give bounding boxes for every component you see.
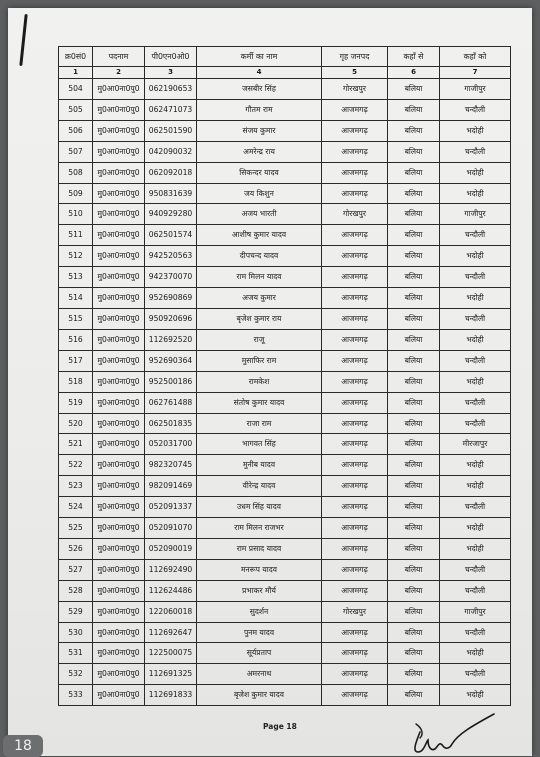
cell-pno: 112691325 (145, 664, 197, 685)
cell-pno: 940929280 (145, 204, 197, 225)
cell-to: भदोही (440, 162, 511, 183)
table-row (59, 79, 511, 100)
cell-from: बलिया (388, 99, 440, 120)
cell-pno: 942520563 (145, 246, 197, 267)
cell-name: वीरेन्द्र यादव (197, 476, 322, 497)
cell-serial: 533 (59, 685, 93, 706)
cell-from: बलिया (388, 622, 440, 643)
cell-serial: 511 (59, 225, 93, 246)
table-row (59, 559, 511, 580)
cell-to: भदोही (440, 329, 511, 350)
table-row (59, 685, 511, 706)
cell-from: बलिया (388, 392, 440, 413)
cell-from: बलिया (388, 664, 440, 685)
table-row (59, 329, 511, 350)
table-row (59, 120, 511, 141)
cell-designation: मु0आ0ना0पु0 (93, 518, 145, 539)
cell-pno: 052090019 (145, 538, 197, 559)
table-row (59, 225, 511, 246)
cell-serial: 527 (59, 559, 93, 580)
cell-serial: 512 (59, 246, 93, 267)
cell-home-district: आजमगढ़ (322, 643, 388, 664)
cell-home-district: आजमगढ़ (322, 225, 388, 246)
cell-pno: 982091469 (145, 476, 197, 497)
header-from: कहाँ से (388, 47, 440, 67)
cell-serial: 528 (59, 580, 93, 601)
cell-name: राजा राम (197, 413, 322, 434)
cell-home-district: आजमगढ़ (322, 162, 388, 183)
cell-pno: 052091337 (145, 497, 197, 518)
cell-from: बलिया (388, 518, 440, 539)
cell-name: राम मिलन यादव (197, 267, 322, 288)
cell-home-district: आजमगढ़ (322, 183, 388, 204)
table-row (59, 497, 511, 518)
cell-pno: 122060018 (145, 601, 197, 622)
table-row (59, 183, 511, 204)
cell-serial: 506 (59, 120, 93, 141)
page-number-footer: Page 18 (263, 722, 297, 731)
cell-to: चन्दौली (440, 350, 511, 371)
cell-home-district: आजमगढ़ (322, 246, 388, 267)
header-designation: पदनाम (93, 47, 145, 67)
cell-designation: मु0आ0ना0पु0 (93, 643, 145, 664)
table-row (59, 392, 511, 413)
cell-home-district: आजमगढ़ (322, 580, 388, 601)
cell-designation: मु0आ0ना0पु0 (93, 267, 145, 288)
column-number: 2 (93, 67, 145, 79)
cell-from: बलिया (388, 350, 440, 371)
cell-pno: 062761488 (145, 392, 197, 413)
cell-serial: 520 (59, 413, 93, 434)
cell-name: राम प्रसाद यादव (197, 538, 322, 559)
cell-home-district: आजमगढ़ (322, 288, 388, 309)
table-row (59, 99, 511, 120)
cell-from: बलिया (388, 371, 440, 392)
cell-name: बृजेश कुमार यादव (197, 685, 322, 706)
table-row (59, 580, 511, 601)
cell-pno: 062471073 (145, 99, 197, 120)
cell-to: भदोही (440, 643, 511, 664)
cell-home-district: गोरखपुर (322, 79, 388, 100)
cell-to: चन्दौली (440, 225, 511, 246)
cell-serial: 509 (59, 183, 93, 204)
cell-from: बलिया (388, 413, 440, 434)
cell-from: बलिया (388, 246, 440, 267)
cell-from: बलिया (388, 204, 440, 225)
cell-serial: 526 (59, 538, 93, 559)
cell-designation: मु0आ0ना0पु0 (93, 183, 145, 204)
cell-from: बलिया (388, 267, 440, 288)
table-row (59, 643, 511, 664)
cell-to: भदोही (440, 246, 511, 267)
cell-to: भदोही (440, 288, 511, 309)
table-row (59, 518, 511, 539)
table-row (59, 476, 511, 497)
cell-from: बलिया (388, 120, 440, 141)
cell-from: बलिया (388, 288, 440, 309)
cell-name: सुदर्शन (197, 601, 322, 622)
cell-to: चन्दौली (440, 267, 511, 288)
cell-home-district: आजमगढ़ (322, 455, 388, 476)
table-row (59, 162, 511, 183)
table-row (59, 538, 511, 559)
cell-designation: मु0आ0ना0पु0 (93, 476, 145, 497)
cell-name: आशीष कुमार यादव (197, 225, 322, 246)
cell-designation: मु0आ0ना0पु0 (93, 538, 145, 559)
cell-designation: मु0आ0ना0पु0 (93, 559, 145, 580)
table-row (59, 308, 511, 329)
cell-from: बलिया (388, 476, 440, 497)
cell-name: रामकेश (197, 371, 322, 392)
cell-from: बलिया (388, 685, 440, 706)
cell-designation: मु0आ0ना0पु0 (93, 601, 145, 622)
header-pno: पी0एन0ओ0 (145, 47, 197, 67)
cell-home-district: आजमगढ़ (322, 559, 388, 580)
cell-serial: 513 (59, 267, 93, 288)
cell-name: अजय भारती (197, 204, 322, 225)
cell-name: अजय कुमार (197, 288, 322, 309)
cell-from: बलिया (388, 308, 440, 329)
cell-pno: 112692647 (145, 622, 197, 643)
cell-home-district: आजमगढ़ (322, 622, 388, 643)
header-to: कहाँ को (440, 47, 511, 67)
column-number: 7 (440, 67, 511, 79)
cell-pno: 062501574 (145, 225, 197, 246)
cell-home-district: गोरखपुर (322, 204, 388, 225)
cell-name: अमरनाथ (197, 664, 322, 685)
cell-home-district: आजमगढ़ (322, 141, 388, 162)
cell-designation: मु0आ0ना0पु0 (93, 455, 145, 476)
cell-designation: मु0आ0ना0पु0 (93, 497, 145, 518)
cell-designation: मु0आ0ना0पु0 (93, 622, 145, 643)
cell-serial: 517 (59, 350, 93, 371)
cell-to: चन्दौली (440, 622, 511, 643)
cell-home-district: आजमगढ़ (322, 476, 388, 497)
cell-serial: 505 (59, 99, 93, 120)
cell-pno: 052091070 (145, 518, 197, 539)
cell-serial: 521 (59, 434, 93, 455)
cell-pno: 112692490 (145, 559, 197, 580)
cell-from: बलिया (388, 329, 440, 350)
cell-designation: मु0आ0ना0पु0 (93, 392, 145, 413)
cell-serial: 516 (59, 329, 93, 350)
cell-name: मुनीब यादव (197, 455, 322, 476)
header-name: कर्मी का नाम (197, 47, 322, 67)
table-row (59, 288, 511, 309)
cell-pno: 122500075 (145, 643, 197, 664)
cell-pno: 042090032 (145, 141, 197, 162)
table-row (59, 141, 511, 162)
cell-to: चन्दौली (440, 141, 511, 162)
cell-from: बलिया (388, 538, 440, 559)
cell-designation: मु0आ0ना0पु0 (93, 308, 145, 329)
cell-home-district: आजमगढ़ (322, 350, 388, 371)
table-row (59, 413, 511, 434)
cell-pno: 052031700 (145, 434, 197, 455)
cell-name: प्रभाकर मौर्य (197, 580, 322, 601)
cell-to: चन्दौली (440, 559, 511, 580)
cell-designation: मु0आ0ना0पु0 (93, 120, 145, 141)
cell-from: बलिया (388, 162, 440, 183)
cell-serial: 522 (59, 455, 93, 476)
cell-from: बलिया (388, 601, 440, 622)
cell-name: पुनम यादव (197, 622, 322, 643)
cell-pno: 062092018 (145, 162, 197, 183)
table-row (59, 664, 511, 685)
cell-to: चन्दौली (440, 99, 511, 120)
cell-home-district: आजमगढ़ (322, 371, 388, 392)
cell-to: मीरजापुर (440, 434, 511, 455)
column-number: 4 (197, 67, 322, 79)
cell-home-district: आजमगढ़ (322, 120, 388, 141)
cell-name: भागवत सिंह (197, 434, 322, 455)
cell-to: भदोही (440, 685, 511, 706)
header-serial: क्र0सं0 (59, 47, 93, 67)
cell-home-district: आजमगढ़ (322, 329, 388, 350)
cell-home-district: आजमगढ़ (322, 99, 388, 120)
cell-home-district: आजमगढ़ (322, 267, 388, 288)
column-number: 1 (59, 67, 93, 79)
cell-designation: मु0आ0ना0पु0 (93, 434, 145, 455)
cell-serial: 531 (59, 643, 93, 664)
cell-serial: 507 (59, 141, 93, 162)
cell-home-district: आजमगढ़ (322, 413, 388, 434)
cell-home-district: आजमगढ़ (322, 392, 388, 413)
cell-pno: 952690869 (145, 288, 197, 309)
cell-pno: 942370070 (145, 267, 197, 288)
cell-name: मुसाफिर राम (197, 350, 322, 371)
cell-to: चन्दौली (440, 664, 511, 685)
cell-to: भदोही (440, 476, 511, 497)
cell-serial: 510 (59, 204, 93, 225)
cell-name: राजू (197, 329, 322, 350)
cell-designation: मु0आ0ना0पु0 (93, 288, 145, 309)
cell-to: गाजीपुर (440, 204, 511, 225)
page-indicator-badge: 18 (3, 735, 43, 757)
cell-designation: मु0आ0ना0पु0 (93, 664, 145, 685)
cell-home-district: आजमगढ़ (322, 434, 388, 455)
cell-home-district: आजमगढ़ (322, 308, 388, 329)
cell-to: भदोही (440, 455, 511, 476)
cell-to: चन्दौली (440, 413, 511, 434)
table-row (59, 434, 511, 455)
cell-designation: मु0आ0ना0पु0 (93, 413, 145, 434)
cell-pno: 112691833 (145, 685, 197, 706)
cell-pno: 062501590 (145, 120, 197, 141)
cell-designation: मु0आ0ना0पु0 (93, 329, 145, 350)
column-number: 5 (322, 67, 388, 79)
cell-to: चन्दौली (440, 497, 511, 518)
cell-serial: 508 (59, 162, 93, 183)
cell-name: मनरूप यादव (197, 559, 322, 580)
cell-name: राम मिलन राजभर (197, 518, 322, 539)
cell-designation: मु0आ0ना0पु0 (93, 371, 145, 392)
cell-to: भदोही (440, 120, 511, 141)
cell-designation: मु0आ0ना0पु0 (93, 141, 145, 162)
cell-pno: 062501835 (145, 413, 197, 434)
column-number: 6 (388, 67, 440, 79)
cell-serial: 525 (59, 518, 93, 539)
cell-serial: 515 (59, 308, 93, 329)
header-home-district: गृह जनपद (322, 47, 388, 67)
cell-designation: मु0आ0ना0पु0 (93, 79, 145, 100)
cell-designation: मु0आ0ना0पु0 (93, 99, 145, 120)
cell-name: अमरेन्द्र राय (197, 141, 322, 162)
cell-from: बलिया (388, 455, 440, 476)
signature-mark (406, 712, 498, 756)
cell-serial: 518 (59, 371, 93, 392)
cell-from: बलिया (388, 434, 440, 455)
cell-from: बलिया (388, 580, 440, 601)
cell-pno: 952500186 (145, 371, 197, 392)
pen-stroke-mark (19, 14, 27, 66)
cell-name: गौतम राम (197, 99, 322, 120)
cell-designation: मु0आ0ना0पु0 (93, 580, 145, 601)
table-row (59, 267, 511, 288)
cell-designation: मु0आ0ना0पु0 (93, 204, 145, 225)
cell-name: संजय कुमार (197, 120, 322, 141)
cell-from: बलिया (388, 643, 440, 664)
cell-to: गाजीपुर (440, 601, 511, 622)
cell-home-district: आजमगढ़ (322, 518, 388, 539)
cell-serial: 514 (59, 288, 93, 309)
cell-designation: मु0आ0ना0पु0 (93, 246, 145, 267)
cell-name: उधम सिंह यादव (197, 497, 322, 518)
cell-to: भदोही (440, 518, 511, 539)
document-page (8, 8, 532, 756)
cell-serial: 530 (59, 622, 93, 643)
cell-pno: 112624486 (145, 580, 197, 601)
cell-from: बलिया (388, 559, 440, 580)
cell-to: चन्दौली (440, 308, 511, 329)
cell-name: दीपचन्द यादव (197, 246, 322, 267)
cell-designation: मु0आ0ना0पु0 (93, 350, 145, 371)
cell-serial: 523 (59, 476, 93, 497)
cell-from: बलिया (388, 497, 440, 518)
table-row (59, 204, 511, 225)
cell-pno: 950831639 (145, 183, 197, 204)
cell-to: भदोही (440, 371, 511, 392)
cell-pno: 950920696 (145, 308, 197, 329)
cell-serial: 504 (59, 79, 93, 100)
cell-home-district: आजमगढ़ (322, 538, 388, 559)
cell-home-district: आजमगढ़ (322, 685, 388, 706)
cell-home-district: गोरखपुर (322, 601, 388, 622)
cell-name: जसबीर सिंह (197, 79, 322, 100)
cell-pno: 952690364 (145, 350, 197, 371)
table-row (59, 622, 511, 643)
cell-name: सूर्यप्रताप (197, 643, 322, 664)
cell-from: बलिया (388, 183, 440, 204)
cell-serial: 519 (59, 392, 93, 413)
table-row (59, 455, 511, 476)
table-row (59, 601, 511, 622)
column-number: 3 (145, 67, 197, 79)
table-header-row (59, 47, 511, 67)
column-number-row (59, 67, 511, 79)
cell-pno: 982320745 (145, 455, 197, 476)
cell-from: बलिया (388, 225, 440, 246)
cell-designation: मु0आ0ना0पु0 (93, 685, 145, 706)
cell-to: गाजीपुर (440, 79, 511, 100)
cell-to: भदोही (440, 538, 511, 559)
cell-to: भदोही (440, 183, 511, 204)
cell-name: सिकन्दर यादव (197, 162, 322, 183)
cell-pno: 062190653 (145, 79, 197, 100)
transfer-table (58, 46, 511, 706)
cell-name: जय किशुन (197, 183, 322, 204)
table-row (59, 371, 511, 392)
cell-to: चन्दौली (440, 392, 511, 413)
cell-to: चन्दौली (440, 580, 511, 601)
cell-home-district: आजमगढ़ (322, 664, 388, 685)
cell-name: संतोष कुमार यादव (197, 392, 322, 413)
cell-from: बलिया (388, 141, 440, 162)
cell-serial: 524 (59, 497, 93, 518)
cell-from: बलिया (388, 79, 440, 100)
cell-serial: 532 (59, 664, 93, 685)
cell-home-district: आजमगढ़ (322, 497, 388, 518)
cell-designation: मु0आ0ना0पु0 (93, 162, 145, 183)
table-row (59, 246, 511, 267)
cell-name: बृजेश कुमार राय (197, 308, 322, 329)
cell-designation: मु0आ0ना0पु0 (93, 225, 145, 246)
table-row (59, 350, 511, 371)
cell-pno: 112692520 (145, 329, 197, 350)
cell-serial: 529 (59, 601, 93, 622)
